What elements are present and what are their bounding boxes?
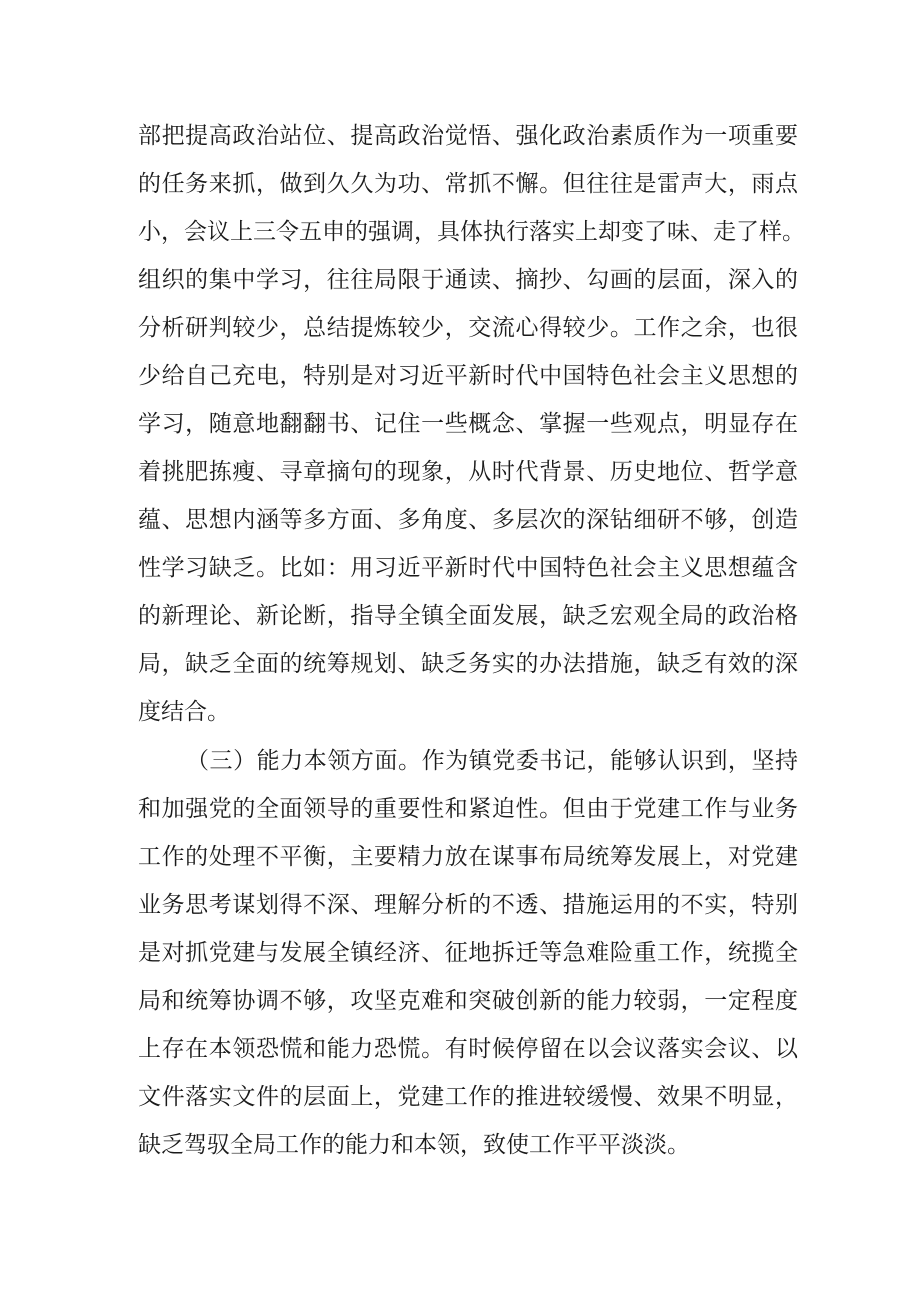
paragraph-line: 文件落实文件的层面上，党建工作的推进较缓慢、效果不明显，: [138, 1084, 798, 1110]
paragraph-line: 蕴、思想内涵等多方面、多角度、多层次的深钻细研不够，创造: [138, 507, 798, 533]
paragraph-line: 的新理论、新论断，指导全镇全面发展，缺乏宏观全局的政治格: [138, 603, 798, 629]
paragraph-line: 小，会议上三令五申的强调，具体执行落实上却变了味、走了样。: [138, 219, 805, 245]
paragraph-line: 工作的处理不平衡，主要精力放在谋事布局统筹发展上，对党建: [138, 844, 798, 870]
paragraph-line: 部把提高政治站位、提高政治觉悟、强化政治素质作为一项重要: [138, 123, 798, 149]
paragraph-line: 是对抓党建与发展全镇经济、征地拆迁等急难险重工作，统揽全: [138, 940, 798, 966]
paragraph-line: 学习，随意地翻翻书、记住一些概念、掌握一些观点，明显存在: [138, 411, 798, 437]
paragraph-line: 组织的集中学习，往往局限于通读、摘抄、勾画的层面，深入的: [138, 267, 798, 293]
paragraph-line: 局和统筹协调不够，攻坚克难和突破创新的能力较弱，一定程度: [138, 988, 798, 1014]
paragraph-line: 缺乏驾驭全局工作的能力和本领，致使工作平平淡淡。: [138, 1132, 690, 1158]
paragraph-line: 的任务来抓，做到久久为功、常抓不懈。但往往是雷声大，雨点: [138, 171, 798, 197]
paragraph-line: 度结合。: [138, 699, 230, 725]
paragraph-line: 分析研判较少，总结提炼较少，交流心得较少。工作之余，也很: [138, 315, 798, 341]
paragraph-line: 业务思考谋划得不深、理解分析的不透、措施运用的不实，特别: [138, 892, 798, 918]
paragraph-line: 着挑肥拣瘦、寻章摘句的现象，从时代背景、历史地位、哲学意: [138, 459, 798, 485]
paragraph-line: 局，缺乏全面的统筹规划、缺乏务实的办法措施，缺乏有效的深: [138, 651, 798, 677]
paragraph-line: 性学习缺乏。比如：用习近平新时代中国特色社会主义思想蕴含: [138, 555, 798, 581]
paragraph-line: 上存在本领恐慌和能力恐慌。有时候停留在以会议落实会议、以: [138, 1036, 798, 1062]
paragraph-line: 少给自己充电，特别是对习近平新时代中国特色社会主义思想的: [138, 363, 798, 389]
paragraph-heading-line: （三）能力本领方面。作为镇党委书记，能够认识到，坚持: [186, 748, 798, 774]
paragraph-line: 和加强党的全面领导的重要性和紧迫性。但由于党建工作与业务: [138, 796, 798, 822]
